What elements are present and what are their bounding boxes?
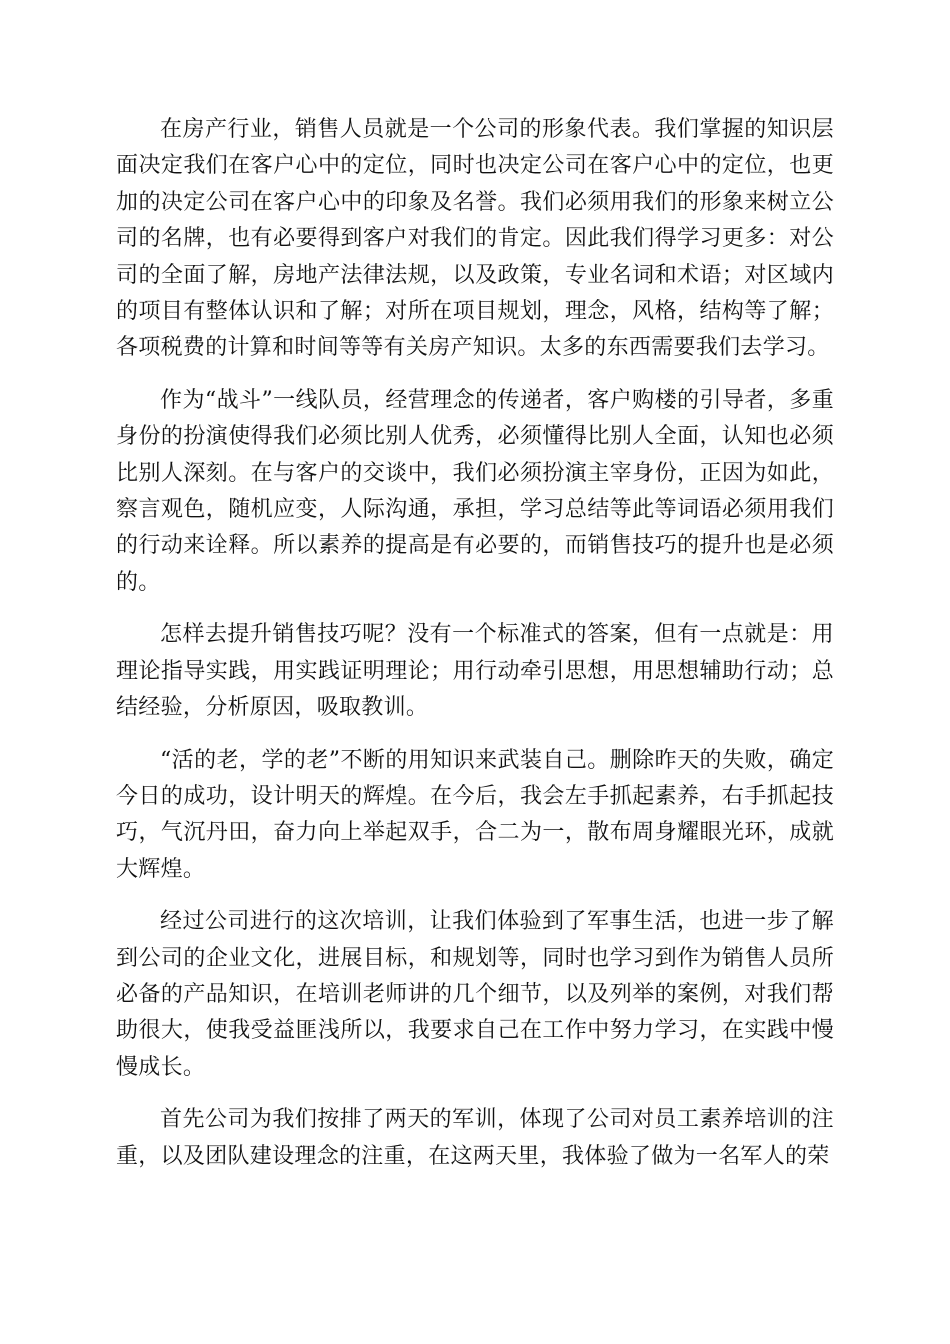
- paragraph-2: 作为“战斗”一线队员，经营理念的传递者，客户购楼的引导者，多重身份的扮演使得我们必须比别人优秀，必须懂得比别人全面，认知也必须比别人深刻。在与客户的交谈中，我们必须扮演主宰身份，正因为如此，察言观色，随机应变，人际沟通，承担，学习总结等此等词语必须用我们的行动来诠释。所以素养的提高是有必要的，而销售技巧的提升也是必须的。: [116, 387, 834, 595]
- paragraph-6: 首先公司为我们按排了两天的军训，体现了公司对员工素养培训的注重，以及团队建设理念的注重，在这两天里，我体验了做为一名军人的荣: [116, 1107, 834, 1169]
- paragraph-3: 怎样去提升销售技巧呢？没有一个标准式的答案，但有一点就是：用理论指导实践，用实践证明理论；用行动牵引思想，用思想辅助行动；总结经验，分析原因，吸取教训。: [116, 622, 834, 721]
- document-page: [116, 112, 834, 1191]
- paragraph-5: 经过公司进行的这次培训，让我们体验到了军事生活，也进一步了解到公司的企业文化，进展目标，和规划等，同时也学习到作为销售人员所必备的产品知识，在培训老师讲的几个细节，以及列举的案例，对我们帮助很大，使我受益匪浅所以，我要求自己在工作中努力学习，在实践中慢慢成长。: [116, 909, 834, 1080]
- paragraph-4: “活的老，学的老”不断的用知识来武装自己。删除昨天的失败，确定今日的成功，设计明天的辉煌。在今后，我会左手抓起素养，右手抓起技巧，气沉丹田，奋力向上举起双手，合二为一，散布周身耀眼光环，成就大辉煌。: [116, 747, 834, 882]
- paragraph-1: 在房产行业，销售人员就是一个公司的形象代表。我们掌握的知识层面决定我们在客户心中的定位，同时也决定公司在客户心中的定位，也更加的决定公司在客户心中的印象及名誉。我们必须用我们的形象来树立公司的名牌，也有必要得到客户对我们的肯定。因此我们得学习更多：对公司的全面了解，房地产法律法规，以及政策，专业名词和术语；对区域内的项目有整体认识和了解；对所在项目规划，理念，风格，结构等了解；各项税费的计算和时间等等有关房产知识。太多的东西需要我们去学习。: [116, 117, 834, 361]
